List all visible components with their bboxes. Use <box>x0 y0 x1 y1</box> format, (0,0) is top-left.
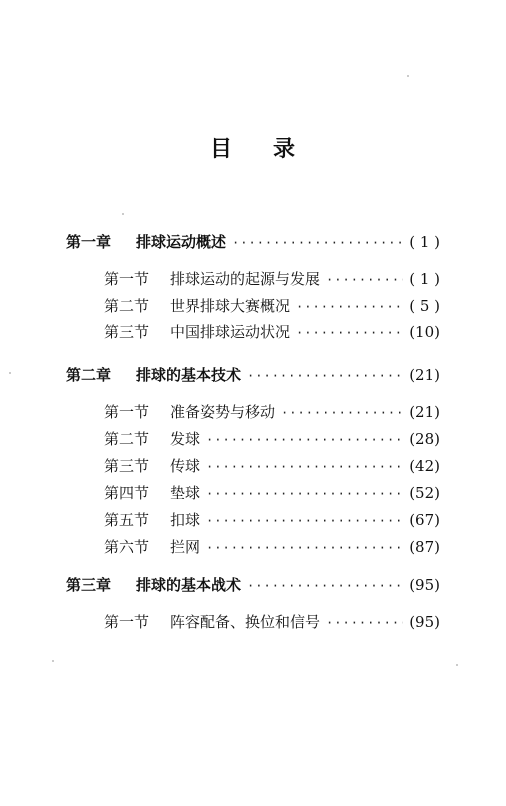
toc-entry-page: ( 5 ) <box>409 297 440 315</box>
dot-leader <box>206 537 403 559</box>
toc-entry-page: (67) <box>409 511 440 529</box>
toc-entry-number: 第一节 <box>104 270 150 288</box>
toc-entry-number: 第三节 <box>104 323 150 341</box>
toc-entry-page: (95) <box>409 576 440 594</box>
scan-speck <box>9 372 11 374</box>
scan-speck <box>52 660 54 662</box>
toc-entry-page: (10) <box>409 323 440 341</box>
toc-entry-number: 第一节 <box>104 613 150 631</box>
toc-entry-number: 第一章 <box>66 233 112 251</box>
toc-entry-page: ( 1 ) <box>409 270 440 288</box>
toc-section-row[interactable] <box>104 321 440 343</box>
toc-entry-title: 传球 <box>170 457 201 475</box>
toc-entry-page: (21) <box>409 366 440 384</box>
toc-entry-number: 第六节 <box>104 538 150 556</box>
toc-entry-page: (42) <box>409 457 440 475</box>
dot-leader <box>326 612 403 634</box>
toc-entry-page: (28) <box>409 430 440 448</box>
toc-section-row[interactable] <box>104 401 440 423</box>
dot-leader <box>206 510 403 532</box>
toc-entry-number: 第三节 <box>104 457 150 475</box>
toc-entry-number: 第一节 <box>104 403 150 421</box>
toc-entry-page: ( 1 ) <box>409 233 440 251</box>
toc-entry-title: 排球的基本战术 <box>136 576 242 594</box>
toc-section-row[interactable] <box>104 295 440 317</box>
toc-entry-title: 拦网 <box>170 538 201 556</box>
dot-leader <box>206 483 403 505</box>
toc-entry-number: 第三章 <box>66 576 112 594</box>
toc-entry-page: (21) <box>409 403 440 421</box>
toc-entry-title: 阵容配备、换位和信号 <box>170 613 321 631</box>
toc-chapter-row[interactable] <box>66 231 440 253</box>
dot-leader <box>296 296 403 318</box>
toc-entry-page: (95) <box>409 613 440 631</box>
dot-leader <box>247 365 403 387</box>
dot-leader <box>232 232 403 254</box>
toc-section-row[interactable] <box>104 611 440 633</box>
dot-leader <box>296 322 403 344</box>
toc-entry-title: 准备姿势与移动 <box>170 403 276 421</box>
dot-leader <box>326 269 403 291</box>
toc-chapter-row[interactable] <box>66 364 440 386</box>
toc-entry-title: 垫球 <box>170 484 201 502</box>
toc-entry-number: 第二节 <box>104 297 150 315</box>
title-char-left: 目 <box>209 137 233 162</box>
toc-entry-number: 第二节 <box>104 430 150 448</box>
toc-section-row[interactable] <box>104 428 440 450</box>
scan-speck <box>456 664 458 666</box>
scan-speck <box>407 75 409 77</box>
dot-leader <box>206 456 403 478</box>
toc-entry-title: 排球运动概述 <box>136 233 227 251</box>
toc-section-row[interactable] <box>104 509 440 531</box>
dot-leader <box>247 575 403 597</box>
toc-entry-title: 扣球 <box>170 511 201 529</box>
toc-entry-title: 排球的基本技术 <box>136 366 242 384</box>
title-char-right: 录 <box>273 137 297 162</box>
toc-section-row[interactable] <box>104 268 440 290</box>
toc-section-row[interactable] <box>104 482 440 504</box>
toc-entry-number: 第二章 <box>66 366 112 384</box>
toc-entry-number: 第四节 <box>104 484 150 502</box>
dot-leader <box>281 402 403 424</box>
scan-speck <box>122 213 124 215</box>
toc-chapter-row[interactable] <box>66 574 440 596</box>
toc-entry-page: (52) <box>409 484 440 502</box>
toc-entry-title: 排球运动的起源与发展 <box>170 270 321 288</box>
dot-leader <box>206 429 403 451</box>
toc-entry-title: 发球 <box>170 430 201 448</box>
toc-entry-page: (87) <box>409 538 440 556</box>
toc-section-row[interactable] <box>104 536 440 558</box>
toc-entry-number: 第五节 <box>104 511 150 529</box>
toc-section-row[interactable] <box>104 455 440 477</box>
toc-entry-title: 中国排球运动状况 <box>170 323 291 341</box>
toc-entry-title: 世界排球大赛概况 <box>170 297 291 315</box>
